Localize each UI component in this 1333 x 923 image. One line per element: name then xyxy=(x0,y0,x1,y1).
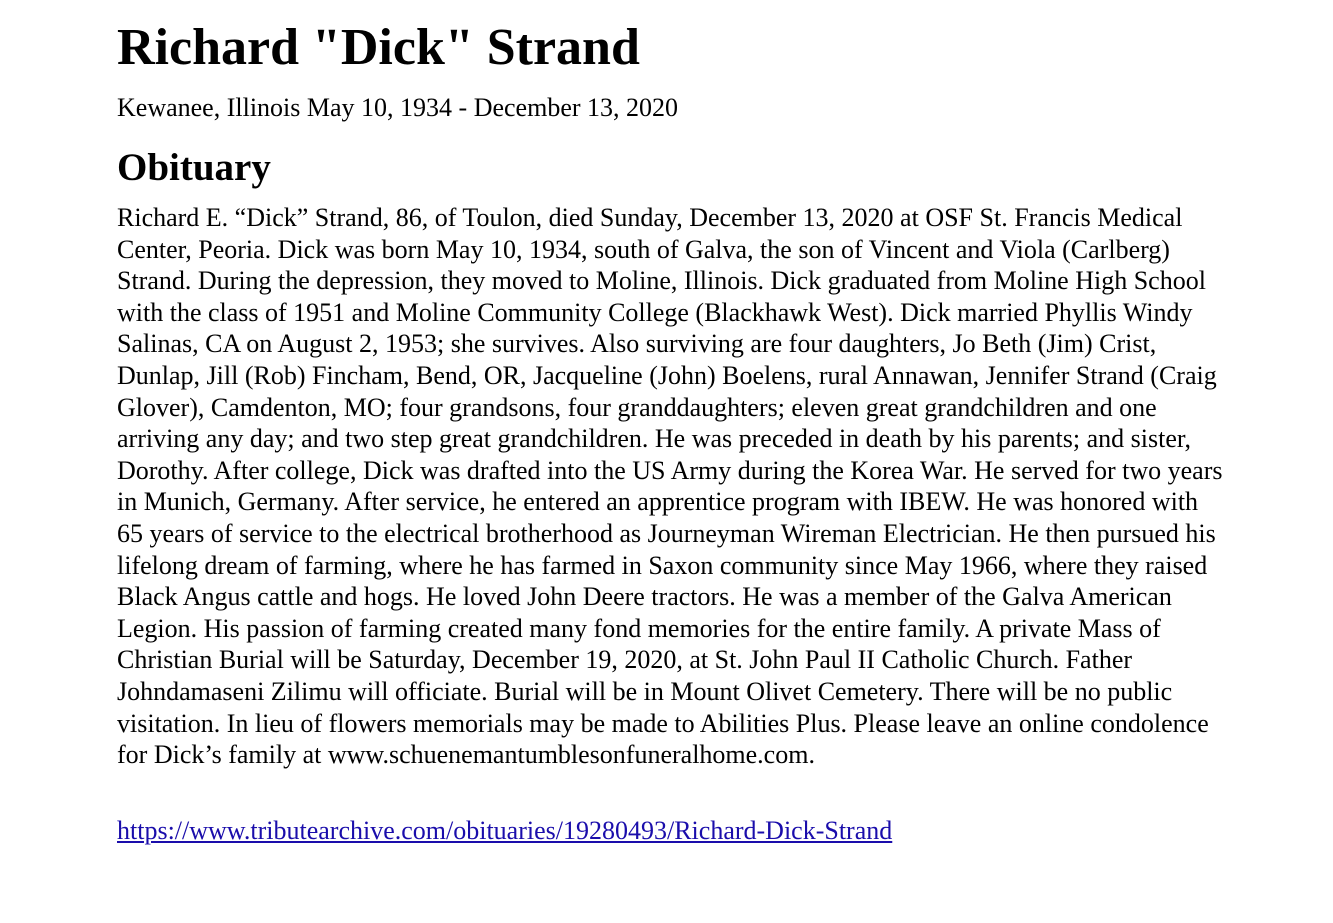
life-dates: Kewanee, Illinois May 10, 1934 - December 13, 2020 xyxy=(117,93,679,122)
obituary-text: Richard E. “Dick” Strand, 86, of Toulon, died Sunday, December 13, 2020 at OSF St. Francis Medical Center, Peoria. Dick was born May 10, 1934, south of Galva, the son of Vincent and Viola (Carlberg) Strand. During the depression, they moved to Moline, Illinois. Dick graduated from Moline High School with the class of 1951 and Moline Community College (Blackhawk West). Dick married Phyllis Windy Salinas, CA on August 2, 1953; she survives. Also surviving are four daughters, Jo Beth (Jim) Crist, Dunlap, Jill (Rob) Fincham, Bend, OR, Jacqueline (John) Boelens, rural Annawan, Jennifer Strand (Craig Glover), Camdenton, MO; four grandsons, four granddaughters; eleven great grandchildren and one arriving any day; and two step great grandchildren. He was preceded in death by his parents; and sister, Dorothy. After college, Dick was drafted into the US Army during the Korea War. He served for two years in Munich, Germany. After service, he entered an apprentice program with IBEW. He was honored with 65 years of service to the electrical brotherhood as Journeyman Wireman Electrician. He then pursued his lifelong dream of farming, where he has farmed in Saxon community since May 1966, where they raised Black Angus cattle and hogs. He loved John Deere tractors. He was a member of the Galva American Legion. His passion of farming created many fond memories for the entire family. A private Mass of Christian Burial will be Saturday, December 19, 2020, at St. John Paul II Catholic Church. Father Johndamaseni Zilimu will officiate. Burial will be in Mount Olivet Cemetery. There will be no public visitation. In lieu of flowers memorials may be made to Abilities Plus. Please leave an online condolence for Dick’s family at www.schuenemantumblesonfuneralhome.com. xyxy=(117,203,1223,770)
source-link[interactable]: https://www.tributearchive.com/obituaries/19280493/Richard-Dick-Strand xyxy=(117,815,893,845)
page-title: Richard "Dick" Strand xyxy=(117,19,640,76)
section-heading-obituary: Obituary xyxy=(117,146,271,189)
